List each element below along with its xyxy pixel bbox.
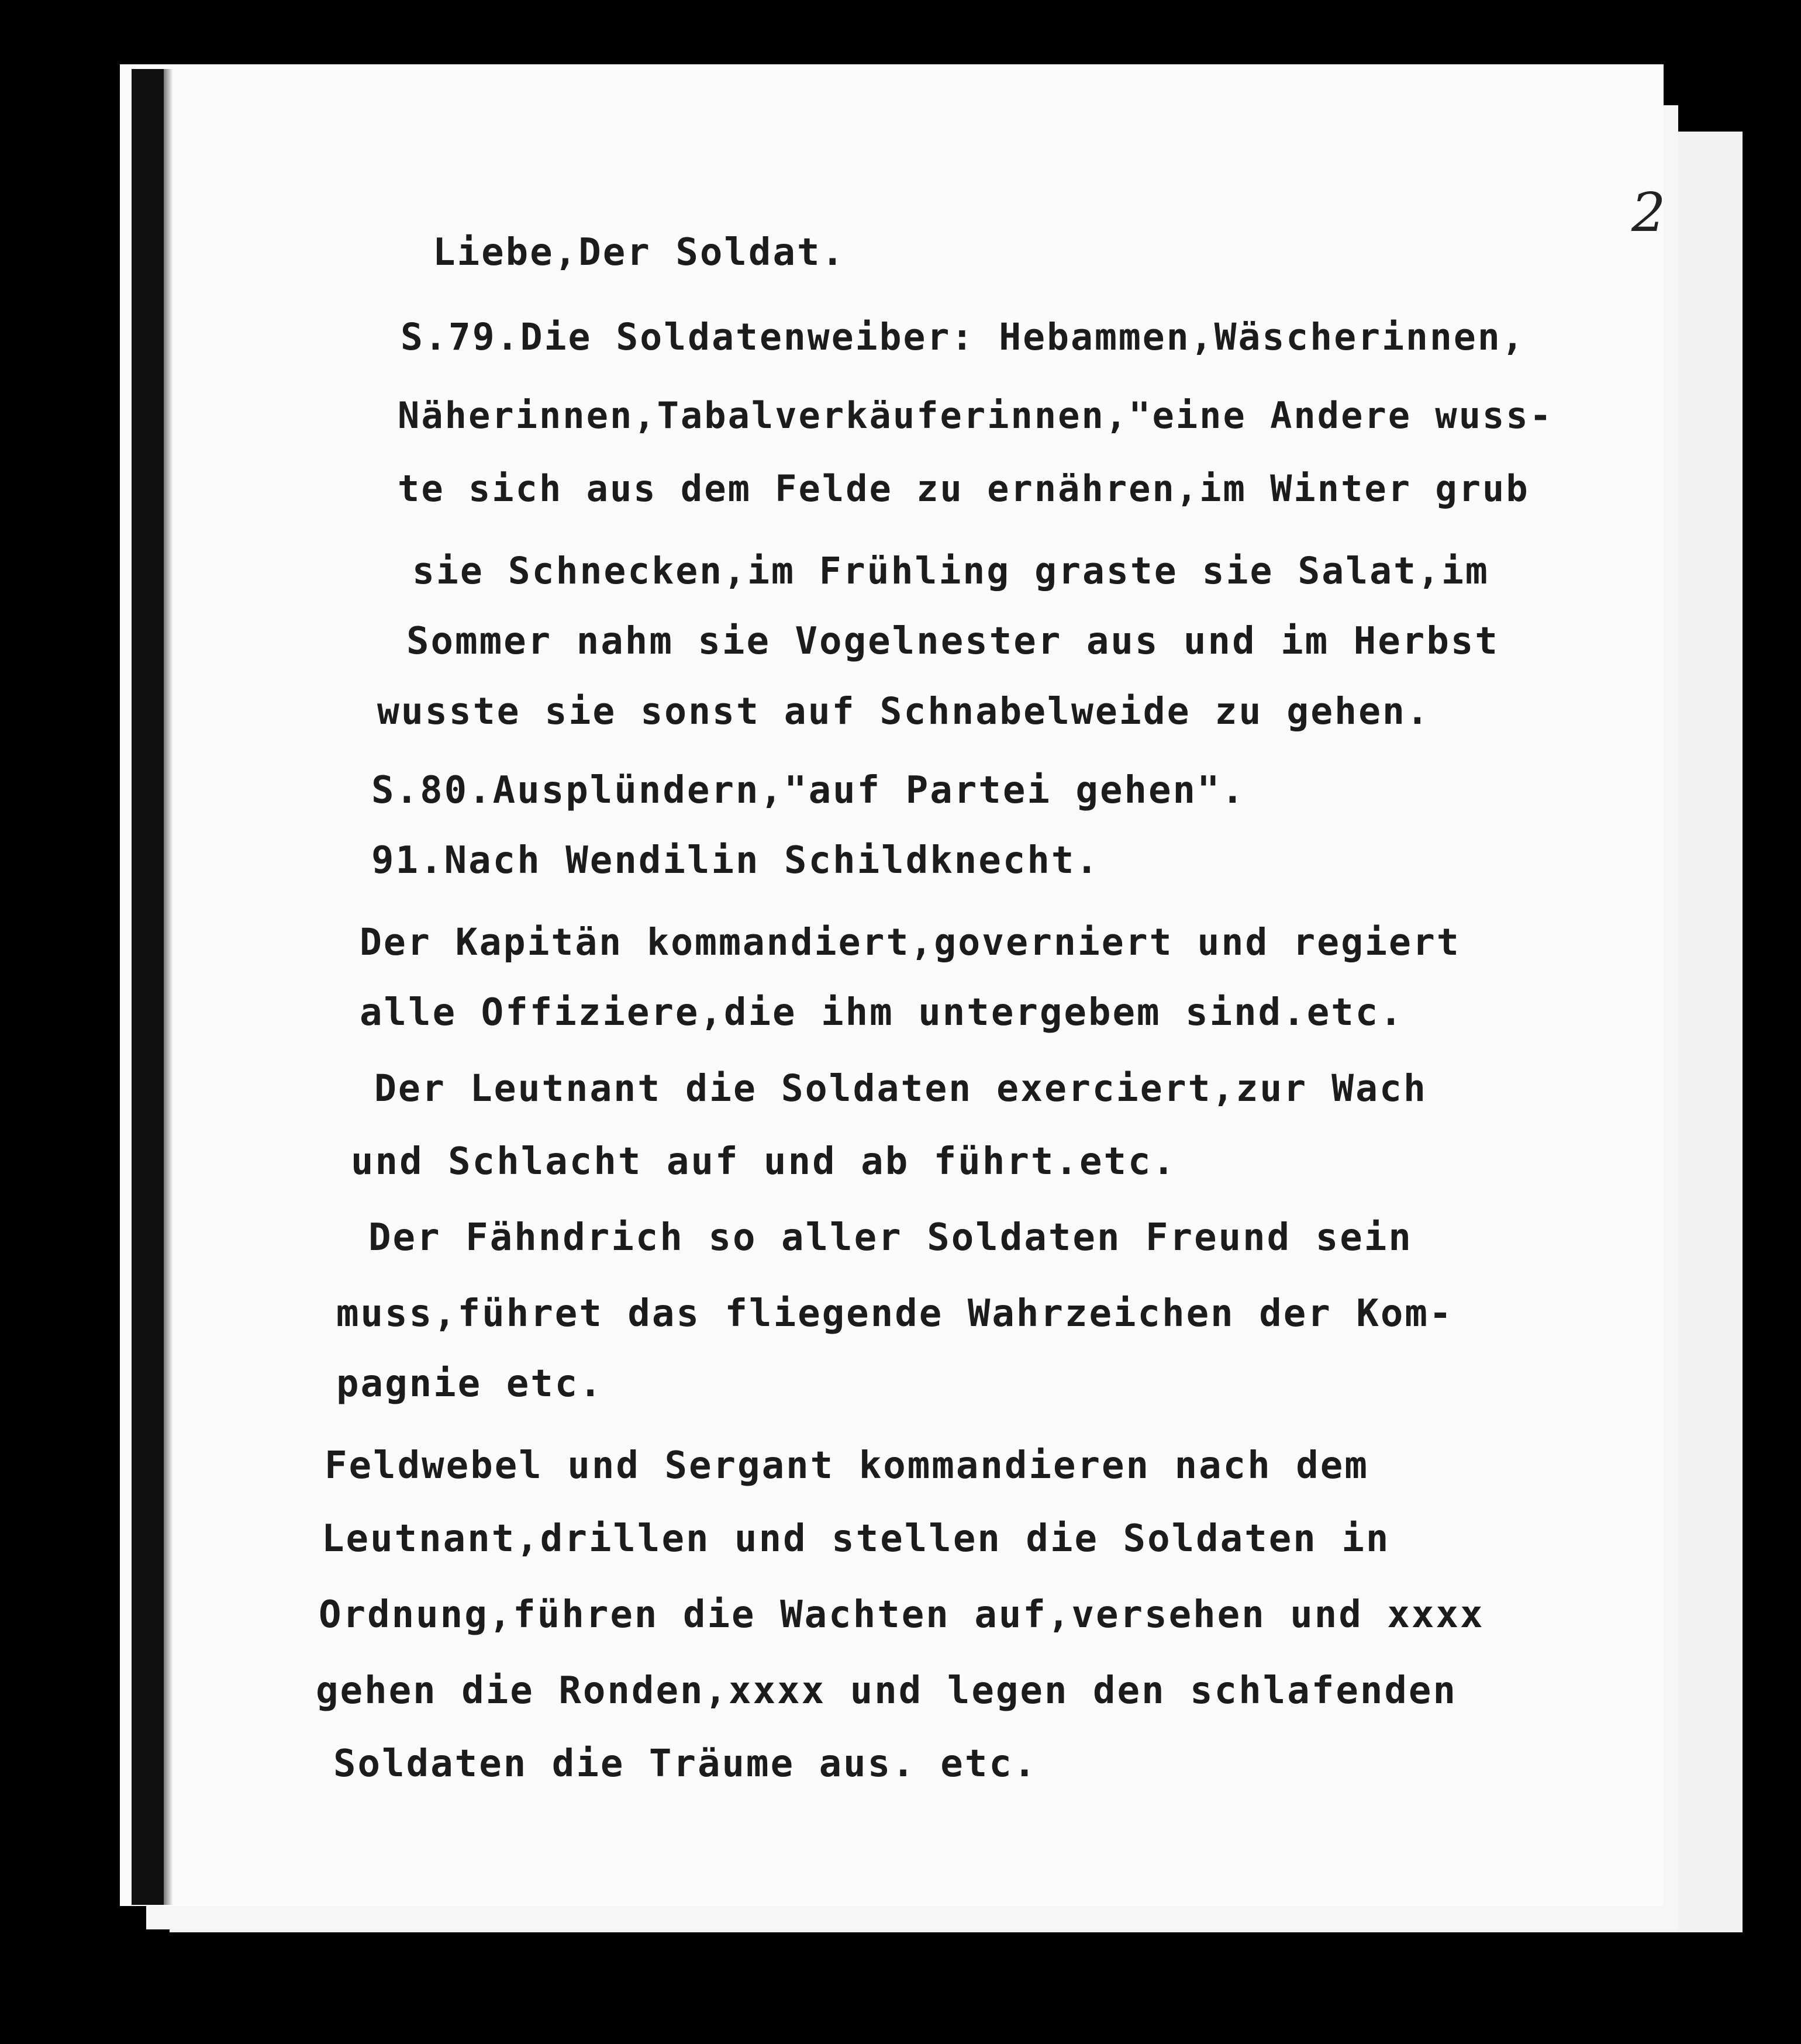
- text-line: Der Leutnant die Soldaten exerciert,zur Wach: [374, 1067, 1427, 1110]
- text-line: wusste sie sonst auf Schnabelweide zu gehen.: [377, 690, 1430, 733]
- text-line: Soldaten die Träume aus. etc.: [333, 1742, 1038, 1786]
- text-line: Feldwebel und Sergant kommandieren nach dem: [325, 1444, 1369, 1487]
- text-line: 91.Nach Wendilin Schildknecht.: [371, 839, 1100, 882]
- text-line: S.79.Die Soldatenweiber: Hebammen,Wäscherinnen,: [401, 316, 1526, 358]
- binding-shadow: [164, 69, 173, 1905]
- text-line: alle Offiziere,die ihm untergebem sind.etc.: [360, 991, 1404, 1034]
- text-line: Der Fähndrich so aller Soldaten Freund sein: [368, 1216, 1413, 1259]
- text-line: pagnie etc.: [336, 1362, 603, 1406]
- text-line: Liebe,Der Soldat.: [433, 231, 846, 274]
- text-line: Ordnung,führen die Wachten auf,versehen und xxxx: [319, 1593, 1485, 1636]
- text-line: Der Kapitän kommandiert,governiert und regiert: [360, 921, 1461, 964]
- text-line: S.80.Ausplündern,"auf Partei gehen".: [371, 769, 1246, 812]
- text-line: sie Schnecken,im Frühling graste sie Salat,im: [412, 550, 1489, 592]
- text-line: gehen die Ronden,xxxx und legen den schlafenden: [316, 1669, 1457, 1712]
- text-line: Sommer nahm sie Vogelnester aus und im Herbst: [406, 620, 1499, 663]
- text-line: muss,führet das fliegende Wahrzeichen der Kom-: [336, 1292, 1454, 1335]
- text-line: und Schlacht auf und ab führt.etc.: [351, 1140, 1177, 1183]
- page-number: 2: [1631, 181, 1666, 244]
- text-line: Leutnant,drillen und stellen die Soldaten in: [322, 1517, 1391, 1560]
- binding-edge: [132, 69, 164, 1905]
- text-line: te sich aus dem Felde zu ernähren,im Winter grub: [398, 467, 1530, 510]
- text-line: Näherinnen,Tabalverkäuferinnen,"eine Andere wuss-: [398, 394, 1554, 437]
